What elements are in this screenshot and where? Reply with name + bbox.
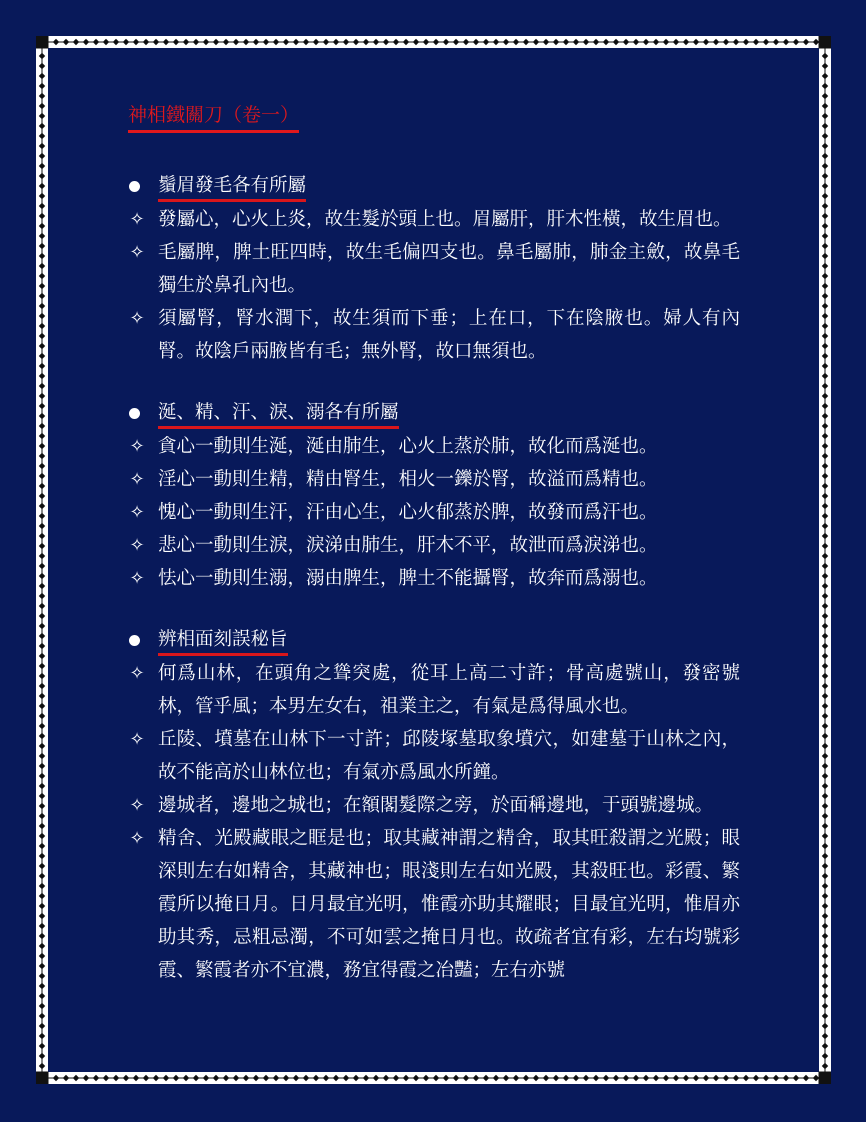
list-item: ✧ 丘陵、墳墓在山林下一寸許；邱陵塚墓取象墳穴，如建墓于山林之內，故不能高於山林位也；有氣亦爲風水所鐘。 — [128, 723, 740, 789]
star-bullet-icon: ✧ — [129, 209, 145, 230]
star-bullet-icon: ✧ — [129, 795, 145, 816]
list-item: ✧ 毛屬脾，脾土旺四時，故生毛偏四支也。鼻毛屬肺，肺金主斂，故鼻毛獨生於鼻孔內也。 — [128, 236, 740, 302]
star-bullet-icon: ✧ — [129, 729, 145, 750]
star-bullet-icon: ✧ — [129, 502, 145, 523]
list-item: ✧ 精舍、光殿藏眼之眶是也；取其藏神謂之精舍，取其旺殺謂之光殿；眼深則左右如精舍，其藏神也；眼淺則左右如光殿，其殺旺也。彩霞、繁霞所以掩日月。日月最宜光明，惟霞亦助其耀眼；目最宜光明，惟眉亦助其秀，忌粗忌濁，不可如雲之掩日月也。故疏者宜有彩，左右均號彩霞、繁霞者亦不宜濃，務宜得霞之冶豔；左右亦號 — [128, 822, 740, 987]
page-title: 神相鐵關刀（卷一） — [128, 100, 299, 133]
document-body — [128, 100, 740, 1017]
list-item: ✧ 發屬心，心火上炎，故生髮於頭上也。眉屬肝，肝木性橫，故生眉也。 — [128, 203, 740, 236]
list-item: ✧ 邊城者，邊地之城也；在額閣髮際之旁，於面稱邊地，于頭號邊城。 — [128, 789, 740, 822]
section-heading — [128, 171, 740, 203]
bullet-icon — [129, 408, 140, 419]
section-heading — [128, 625, 740, 657]
star-bullet-icon: ✧ — [129, 663, 145, 684]
star-bullet-icon: ✧ — [129, 436, 145, 457]
list-item: ✧ 須屬腎，腎水潤下，故生須而下垂；上在口，下在陰腋也。婦人有內腎。故陰戶兩腋皆有毛；無外腎，故口無須也。 — [128, 302, 740, 368]
star-bullet-icon: ✧ — [129, 469, 145, 490]
list-item: ✧ 愧心一動則生汗，汗由心生，心火郁蒸於脾，故發而爲汗也。 — [128, 496, 740, 529]
section-hair — [128, 171, 740, 368]
list-item: ✧ 何爲山林，在頭角之聳突處，從耳上高二寸許；骨高處號山，發密號林，管乎風；本男左女右，祖業主之，有氣是爲得風水也。 — [128, 657, 740, 723]
section-heading-label: 鬚眉發毛各有所屬 — [158, 173, 306, 202]
list-item: ✧ 悲心一動則生淚，淚涕由肺生，肝木不平，故泄而爲淚涕也。 — [128, 529, 740, 562]
list-item: ✧ 淫心一動則生精，精由腎生，相火一鑠於腎，故溢而爲精也。 — [128, 463, 740, 496]
list-item: ✧ 貪心一動則生涎，涎由肺生，心火上蒸於肺，故化而爲涎也。 — [128, 430, 740, 463]
bullet-icon — [129, 635, 140, 646]
section-fluids — [128, 398, 740, 595]
section-heading — [128, 398, 740, 430]
star-bullet-icon: ✧ — [129, 828, 145, 849]
list-item: ✧ 怯心一動則生溺，溺由脾生，脾土不能攝腎，故奔而爲溺也。 — [128, 562, 740, 595]
star-bullet-icon: ✧ — [129, 242, 145, 263]
section-heading-label: 辨相面刻誤秘旨 — [158, 627, 288, 656]
star-bullet-icon: ✧ — [129, 535, 145, 556]
section-face — [128, 625, 740, 987]
star-bullet-icon: ✧ — [129, 568, 145, 589]
star-bullet-icon: ✧ — [129, 308, 145, 329]
bullet-icon — [129, 181, 140, 192]
section-heading-label: 涎、精、汗、淚、溺各有所屬 — [158, 400, 399, 429]
